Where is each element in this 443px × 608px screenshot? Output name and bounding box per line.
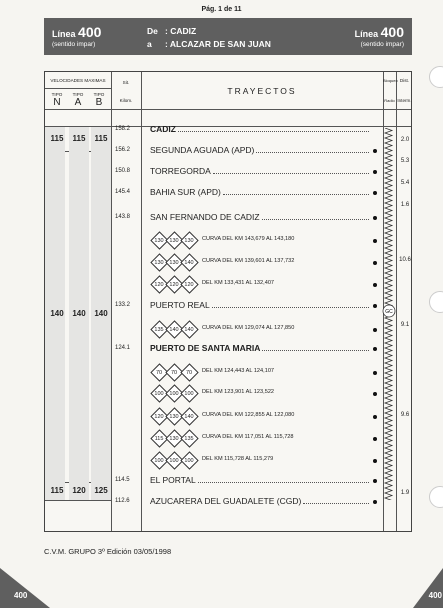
distance-value: 9.1 [400, 322, 410, 328]
restriction-marker [373, 261, 377, 265]
km-value: 145.4 [115, 189, 131, 195]
svg-text:GC: GC [385, 309, 393, 315]
speed-diamond-value: 135 [184, 436, 194, 442]
speed-diamond-value: 140 [184, 327, 194, 333]
station-name: BAHIA SUR (APD) [150, 187, 221, 197]
speed-n: 115 [50, 134, 64, 143]
speed-diamond-value: 100 [169, 391, 179, 397]
binder-hole [429, 66, 443, 88]
station-name: SAN FERNANDO DE CADIZ [150, 212, 260, 222]
restriction-marker [373, 392, 377, 396]
binder-hole [429, 291, 443, 313]
restriction-marker [373, 371, 377, 375]
speed-restriction [150, 408, 370, 426]
col-velocidades: VELOCIDADES MAXIMAS [50, 78, 106, 83]
line-label-left: Línea 400 (sentido impar) [52, 24, 102, 48]
speed-diamond-value: 135 [154, 327, 164, 333]
station-marker [373, 500, 377, 504]
restriction-marker [373, 437, 377, 441]
route-table: VELOCIDADES MAXIMAS TIPO TIPO TIPO N A B Sit. Kilom. TRAYECTOS Bloqueo Radio Dist. Interm. 115 115 115 140 140 140 115 120 125 GC 158.2 CADIZ 156.2 SEGUNDA AGUADA (APD) 2.0 150.8 TORREGORDA 5.3 145.4 BAHIA SUR (APD) 5.4 143.8 SAN FERNANDO DE CADIZ 1.6 133.2 PUERTO REAL 10.6 124.1 PUERTO DE SANTA MARIA 9.1 114.5 EL PORTAL 9.6 112.6 AZUCARERA DEL GUADALETE (CGD) 1.9 130 130 130 CURVA DEL KM 143,679 AL 143,180 130 130 140 CURVA DEL KM 139,601 AL 137,732 120 120 120 DEL KM 133,431 AL 132,407 135 140 140 CURVA DEL KM 129,074 AL 127,850 70 70 70 DEL KM 124,443 AL 124,107 100 100 100 DEL KM 123,901 AL 123,522 120 130 140 CURVA DEL KM 122,855 AL 122,080 115 130 135 CURVA DEL KM 117,051 AL 115,728 100 100 100 DEL KM 115,728 AL 115,279 [44, 71, 412, 532]
km-value: 158.2 [115, 126, 131, 132]
col-trayectos: TRAYECTOS [227, 86, 297, 96]
speed-restriction [150, 430, 370, 448]
line-label-right: Línea 400 (sentido impar) [354, 24, 404, 48]
col-b: B [95, 97, 103, 108]
speed-restriction [150, 364, 370, 382]
speed-a: 140 [72, 309, 86, 318]
speed-b: 125 [94, 486, 108, 495]
km-value: 114.5 [115, 477, 130, 483]
distance-value: 9.6 [400, 412, 410, 418]
speed-diamond-value: 120 [154, 414, 164, 420]
speed-n: 115 [50, 486, 64, 495]
restriction-text: DEL KM 123,901 AL 123,522 [202, 389, 275, 395]
restriction-text: CURVA DEL KM 139,601 AL 137,732 [202, 258, 295, 264]
restriction-text: CURVA DEL KM 117,051 AL 115,728 [202, 434, 294, 440]
restriction-text: CURVA DEL KM 129,074 AL 127,850 [202, 325, 295, 331]
speed-diamond-value: 70 [170, 370, 178, 376]
speed-restriction [150, 452, 370, 470]
speed-a: 115 [72, 134, 86, 143]
distance-value: 5.3 [400, 158, 410, 164]
restriction-text: CURVA DEL KM 122,855 AL 122,080 [202, 412, 295, 418]
speed-restriction [150, 254, 370, 272]
speed-diamond-value: 140 [184, 260, 194, 266]
speed-diamond-value: 130 [169, 436, 179, 442]
restriction-marker [373, 459, 377, 463]
restriction-marker [373, 415, 377, 419]
speed-diamond-value: 100 [169, 458, 179, 464]
km-value: 133.2 [115, 302, 131, 308]
speed-diamond-value: 130 [154, 260, 164, 266]
speed-a: 120 [72, 486, 86, 495]
restriction-text: CURVA DEL KM 143,679 AL 143,180 [202, 236, 295, 242]
distance-value: 5.4 [400, 180, 410, 186]
corner-tab-right [413, 568, 443, 608]
speed-b: 140 [94, 309, 108, 318]
restriction-text: DEL KM 133,431 AL 132,407 [202, 280, 275, 286]
speed-diamond-value: 140 [169, 327, 179, 333]
speed-diamond-value: 130 [169, 414, 179, 420]
speed-diamond-value: 120 [169, 282, 179, 288]
station-marker [373, 304, 377, 308]
distance-value: 1.6 [400, 202, 410, 208]
speed-diamond-value: 130 [154, 238, 164, 244]
speed-diamond-value: 70 [185, 370, 193, 376]
radio-gc-icon [382, 304, 396, 318]
col-n: N [53, 97, 61, 108]
restriction-text: DEL KM 115,728 AL 115,279 [202, 456, 274, 462]
speed-diamond-value: 115 [154, 436, 164, 442]
speed-restriction [150, 321, 370, 339]
speed-diamond-value: 100 [154, 391, 164, 397]
km-value: 150.8 [115, 168, 131, 174]
km-value: 156.2 [115, 147, 131, 153]
speed-diamond-value: 100 [184, 458, 194, 464]
speed-diamond-value: 100 [154, 458, 164, 464]
station-marker [373, 170, 377, 174]
restriction-text: DEL KM 124,443 AL 124,107 [202, 368, 275, 374]
distance-value: 10.6 [399, 257, 411, 263]
station-marker [373, 216, 377, 220]
page-number: Pág. 1 de 11 [201, 6, 242, 13]
restriction-marker [373, 239, 377, 243]
speed-n: 140 [50, 309, 64, 318]
station-name: SEGUNDA AGUADA (APD) [150, 145, 255, 155]
timetable-page: Pág. 1 de 11 Línea 400 (sentido impar) De : CADIZ a : ALCAZAR DE SAN JUAN Línea 400 (sentido impar) VELOCIDADES MAXIMAS TIPO TIPO TIPO N A B Sit. Kilom. TRAYECTOS Bloqueo Radio Dist. Interm. 115 115 115 140 140 140 115 120 125 GC 158.2 CADIZ 156.2 SEGUNDA AGUADA (APD) 2.0 150.8 TORREGORDA 5.3 145.4 BAHIA SUR (APD) 5.4 143.8 SAN FERNANDO DE CADIZ 1.6 133.2 PUERTO REAL 10.6 124.1 PUERTO DE SANTA MARIA 9.1 114.5 EL PORTAL 9.6 112.6 AZUCARERA DEL GUADALETE (CGD) 1.9 130 130 130 CURVA DEL KM 143,679 AL 143,180 130 130 140 CURVA DEL KM 139,601 AL 137,732 120 120 120 DEL KM 133,431 AL 132,407 135 140 140 CURVA DEL KM 129,074 AL 127,850 70 70 70 DEL KM 124,443 AL 124,107 100 100 100 DEL KM 123,901 AL 123,522 120 130 140 CURVA DEL KM 122,855 AL 122,080 115 130 135 CURVA DEL KM 117,051 AL 115,728 100 100 100 DEL KM 115,728 AL 115,279 C.V.M. GRUPO 3º Edición 03/05/1998 400 400 [0, 0, 443, 608]
speed-diamond-value: 120 [184, 282, 194, 288]
km-value: 143.8 [115, 214, 131, 220]
station-marker [373, 191, 377, 195]
speed-diamond-value: 130 [169, 260, 179, 266]
restriction-marker [373, 328, 377, 332]
station-name: EL PORTAL [150, 475, 196, 485]
station-name: PUERTO REAL [150, 300, 210, 310]
station-name: TORREGORDA [150, 166, 211, 176]
restriction-marker [373, 283, 377, 287]
speed-diamond-value: 70 [155, 370, 163, 376]
speed-diamond-value: 130 [169, 238, 179, 244]
corner-tab-left [0, 568, 50, 608]
speed-diamond-value: 130 [184, 238, 194, 244]
km-value: 124.1 [115, 345, 131, 351]
line-header [44, 18, 412, 55]
speed-diamond-value: 100 [184, 391, 194, 397]
station-marker [373, 479, 377, 483]
col-a: A [74, 97, 82, 108]
speed-restriction [150, 232, 370, 250]
speed-diamond-value: 120 [154, 282, 164, 288]
km-value: 112.6 [115, 498, 130, 504]
footer-edition: C.V.M. GRUPO 3º Edición 03/05/1998 [44, 547, 172, 556]
binder-hole [429, 486, 443, 508]
route-endpoints: De : CADIZ a : ALCAZAR DE SAN JUAN [147, 26, 271, 49]
station-name: PUERTO DE SANTA MARIA [150, 343, 261, 353]
station-name: CADIZ [150, 124, 176, 134]
distance-value: 1.9 [400, 490, 410, 496]
speed-b: 115 [94, 134, 108, 143]
distance-value: 2.0 [400, 137, 410, 143]
speed-restriction [150, 385, 370, 403]
speed-diamond-value: 140 [184, 414, 194, 420]
speed-restriction [150, 276, 370, 294]
station-name: AZUCARERA DEL GUADALETE (CGD) [150, 496, 302, 506]
station-marker [373, 347, 377, 351]
station-marker [373, 149, 377, 153]
